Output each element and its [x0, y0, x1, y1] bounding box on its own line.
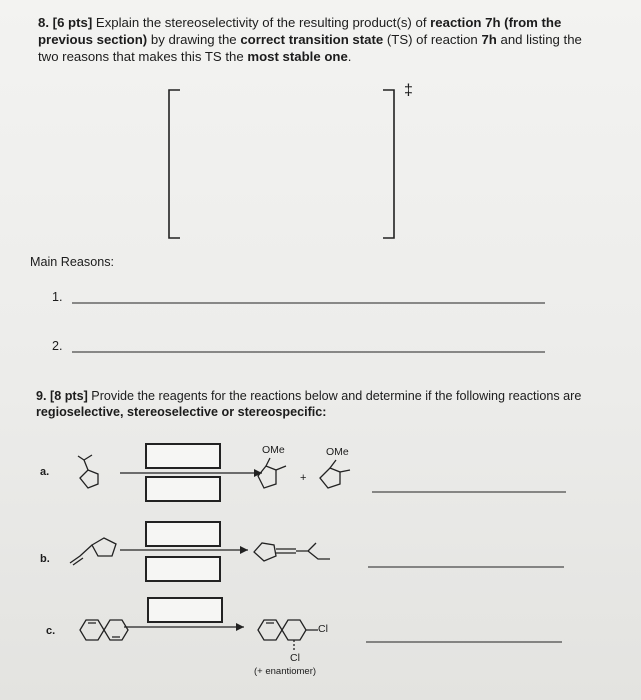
- row-c-cl-1: Cl: [318, 623, 328, 635]
- question-8-points: [6 pts]: [52, 15, 93, 30]
- row-c-label: c.: [46, 625, 56, 637]
- row-c-enantiomer-note: (+ enantiomer): [254, 666, 317, 677]
- ts-bracket-left: [169, 90, 180, 238]
- main-reasons-heading: Main Reasons:: [30, 255, 114, 269]
- transition-state-dagger: ‡: [404, 82, 413, 99]
- row-c-cl-2: Cl: [290, 652, 300, 664]
- question-9-number: 9.: [36, 389, 47, 403]
- row-a-ome-1: OMe: [262, 444, 285, 456]
- question-8-text: 8. [6 pts] Explain the stereoselectivity of the resulting product(s) of reaction 7h (from the previous section) by drawing the correct transition state (TS) of reaction 7h and listing the two reasons that makes this TS the most stable one.: [38, 15, 582, 64]
- row-b-reactant: [70, 538, 116, 565]
- row-a-ome-2: OMe: [326, 446, 349, 458]
- row-a-product-1: [258, 458, 286, 488]
- question-8-number: 8.: [38, 15, 49, 30]
- row-c-reactant: [80, 620, 128, 640]
- row-a-reactant: [78, 455, 98, 488]
- row-a-reagent-box-1[interactable]: [146, 444, 220, 468]
- question-9-text: 9. [8 pts] Provide the reagents for the reactions below and determine if the following reactions are regioselective, stereoselective or stereospecific:: [36, 389, 582, 419]
- row-c-reagent-box[interactable]: [148, 598, 222, 622]
- ts-bracket-right: [383, 90, 394, 238]
- row-b-reagent-box-2[interactable]: [146, 557, 220, 581]
- row-a-plus-sign: +: [300, 472, 307, 484]
- row-a-product-2: [320, 460, 350, 488]
- question-9-points: [8 pts]: [50, 389, 88, 403]
- row-a-reagent-box-2[interactable]: [146, 477, 220, 501]
- reason-2-number: 2.: [52, 339, 63, 353]
- row-b-label: b.: [40, 553, 50, 565]
- row-b-reagent-box-1[interactable]: [146, 522, 220, 546]
- row-b-product: [254, 543, 330, 561]
- reason-1-number: 1.: [52, 290, 63, 304]
- row-c-product: [258, 620, 318, 640]
- row-a-label: a.: [40, 466, 50, 478]
